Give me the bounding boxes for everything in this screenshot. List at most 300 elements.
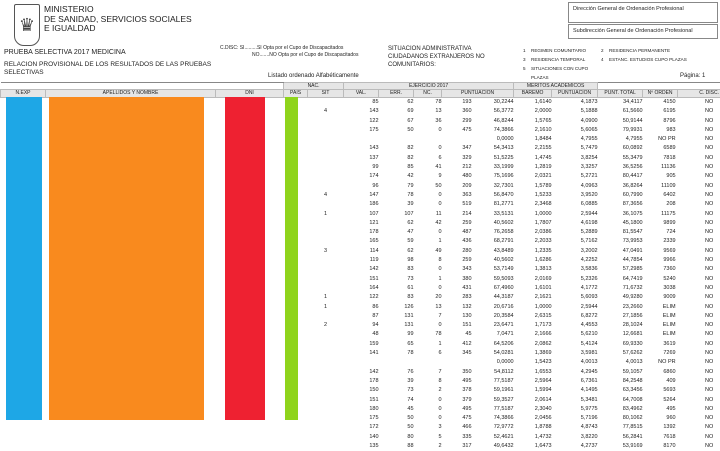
punt-total-cell: 61,5660 <box>598 107 643 116</box>
puntuacion-cell: 33,5131 <box>472 210 514 219</box>
baremo-cell: 1,7173 <box>514 321 552 330</box>
err-cell: 83 <box>379 293 414 302</box>
nc2-cell: 259 <box>442 219 472 228</box>
nc-cell: 49 <box>414 247 442 256</box>
puntuacion-cell: 59,3527 <box>472 396 514 405</box>
nc-cell: 7 <box>414 312 442 321</box>
val-cell: 140 <box>344 433 379 442</box>
sit-cell <box>308 228 344 237</box>
punt-total-cell: 27,1856 <box>598 312 643 321</box>
nc2-cell: 151 <box>442 321 472 330</box>
sit-cell: 3 <box>308 247 344 256</box>
col-punt-total: PUNT. TOTAL <box>598 90 643 98</box>
err-cell: 107 <box>379 210 414 219</box>
col-val: VAL. <box>344 90 379 98</box>
puntuacion-cell: 43,8489 <box>472 247 514 256</box>
c-disc-cell: NO <box>678 247 720 256</box>
val-cell: 142 <box>344 368 379 377</box>
c-disc-cell: NO <box>678 349 720 358</box>
puntuacion-meritos-cell: 2,5944 <box>552 210 598 219</box>
puntuacion-meritos-cell: 5,7162 <box>552 237 598 246</box>
val-cell: 85 <box>344 98 379 108</box>
col-nexp: N.EXP <box>1 90 46 98</box>
col-baremo: BAREMO <box>514 90 552 98</box>
puntuacion-meritos-cell: 3,2002 <box>552 247 598 256</box>
sit-cell: 1 <box>308 303 344 312</box>
n-orden-cell: 7360 <box>643 265 678 274</box>
n-orden-cell: 6860 <box>643 368 678 377</box>
n-orden-cell: 9966 <box>643 256 678 265</box>
nc2-cell: 495 <box>442 405 472 414</box>
puntuacion-cell: 59,1961 <box>472 386 514 395</box>
baremo-cell: 2,0321 <box>514 172 552 181</box>
punt-total-cell: 80,4417 <box>598 172 643 181</box>
puntuacion-cell: 81,2771 <box>472 200 514 209</box>
nc-cell <box>414 135 442 144</box>
puntuacion-meritos-cell: 4,1772 <box>552 284 598 293</box>
nc2-cell: 480 <box>442 172 472 181</box>
cdisc-no: NO.......NO Opta por el Cupo de Discapacitados <box>220 52 358 59</box>
puntuacion-meritos-cell: 5,7196 <box>552 414 598 423</box>
sit-cell <box>308 442 344 451</box>
err-cell: 78 <box>379 191 414 200</box>
baremo-cell: 1,6101 <box>514 284 552 293</box>
n-orden-cell: 11109 <box>643 182 678 191</box>
baremo-cell: 2,5964 <box>514 377 552 386</box>
baremo-cell: 1,8484 <box>514 135 552 144</box>
punt-total-cell: 12,6681 <box>598 330 643 339</box>
n-orden-cell: 495 <box>643 405 678 414</box>
c-disc-cell: NO <box>678 200 720 209</box>
nc2-cell: 412 <box>442 340 472 349</box>
baremo-cell: 2,6315 <box>514 312 552 321</box>
sit-cell <box>308 377 344 386</box>
puntuacion-meritos-cell: 5,1888 <box>552 107 598 116</box>
puntuacion-cell: 20,6716 <box>472 303 514 312</box>
c-disc-cell: NO <box>678 405 720 414</box>
c-disc-cell: NO <box>678 358 720 367</box>
c-disc-cell: NO <box>678 284 720 293</box>
baremo-cell: 1,6286 <box>514 256 552 265</box>
baremo-cell: 1,3869 <box>514 349 552 358</box>
n-orden-cell: 9899 <box>643 219 678 228</box>
nc2-cell: 317 <box>442 442 472 451</box>
nc2-cell: 299 <box>442 117 472 126</box>
n-orden-cell: ELIM <box>643 312 678 321</box>
punt-total-cell: 34,4117 <box>598 98 643 108</box>
n-orden-cell: NO PR <box>643 135 678 144</box>
nc-cell: 0 <box>414 405 442 414</box>
col-pais: PAIS <box>284 90 308 98</box>
n-orden-cell: 5264 <box>643 396 678 405</box>
val-cell: 119 <box>344 256 379 265</box>
nc2-cell: 280 <box>442 247 472 256</box>
nc2-cell: 209 <box>442 182 472 191</box>
n-orden-cell: 905 <box>643 172 678 181</box>
n-orden-cell: 8796 <box>643 117 678 126</box>
nc2-cell: 519 <box>442 200 472 209</box>
puntuacion-meritos-cell: 6,0885 <box>552 200 598 209</box>
nexp-cell <box>1 433 46 442</box>
ministry-line: E IGUALDAD <box>44 24 192 34</box>
nc2-cell: 283 <box>442 293 472 302</box>
n-orden-cell: 11175 <box>643 210 678 219</box>
pais-cell <box>284 442 308 451</box>
pais-redaction <box>285 97 298 420</box>
nc2-cell: 45 <box>442 330 472 339</box>
c-disc-cell: NO <box>678 144 720 153</box>
baremo-cell: 1,5765 <box>514 117 552 126</box>
punt-total-cell: 73,9953 <box>598 237 643 246</box>
val-cell: 159 <box>344 340 379 349</box>
subdirection-box: Subdirección General de Ordenación Profesional <box>568 24 718 39</box>
group-ejercicio: EJERCICIO 2017 <box>344 83 514 90</box>
punt-total-cell: 79,9931 <box>598 126 643 135</box>
sit-cell <box>308 349 344 358</box>
situation-title: SITUACION ADMINISTRATIVA CIUDADANOS EXTRANJEROS NO COMUNITARIOS: <box>388 45 508 69</box>
dni-cell <box>216 423 284 432</box>
c-disc-cell: NO <box>678 423 720 432</box>
punt-total-cell: 53,9169 <box>598 442 643 451</box>
puntuacion-meritos-cell: 5,7479 <box>552 144 598 153</box>
punt-total-cell: 36,8264 <box>598 182 643 191</box>
puntuacion-cell: 77,5187 <box>472 377 514 386</box>
n-orden-cell: 6589 <box>643 144 678 153</box>
nc-cell: 20 <box>414 293 442 302</box>
punt-total-cell: 57,2985 <box>598 265 643 274</box>
baremo-cell: 1,5789 <box>514 182 552 191</box>
nc-cell: 6 <box>414 349 442 358</box>
c-disc-cell: NO <box>678 433 720 442</box>
baremo-cell: 2,2155 <box>514 144 552 153</box>
situation-legend: 1 REGIMEN COMUNITARIO 2 RESIDENCIA PERMANENTE 3 RESIDENCIA TEMPORAL 4 ESTANC. ESTUDIOS CUPO PLAZAS 5 SITUACIONES CON CUPO PLAZAS <box>523 46 687 82</box>
sit-cell <box>308 172 344 181</box>
nc-cell: 6 <box>414 154 442 163</box>
n-orden-cell: ELIM <box>643 330 678 339</box>
puntuacion-meritos-cell: 3,3257 <box>552 163 598 172</box>
err-cell: 67 <box>379 117 414 126</box>
nc-cell: 11 <box>414 210 442 219</box>
baremo-cell: 1,4732 <box>514 433 552 442</box>
c-disc-cell: NO <box>678 293 720 302</box>
sit-cell: 2 <box>308 321 344 330</box>
err-cell: 74 <box>379 396 414 405</box>
nc-cell: 1 <box>414 275 442 284</box>
puntuacion-cell: 56,3772 <box>472 107 514 116</box>
val-cell: 96 <box>344 182 379 191</box>
c-disc-cell: NO <box>678 172 720 181</box>
nc2-cell: 379 <box>442 396 472 405</box>
puntuacion-cell: 74,3866 <box>472 126 514 135</box>
n-orden-cell: 5240 <box>643 275 678 284</box>
group-nac: NAC. <box>284 83 344 90</box>
puntuacion-meritos-cell: 4,1873 <box>552 98 598 108</box>
c-disc-cell: NO <box>678 210 720 219</box>
val-cell: 137 <box>344 154 379 163</box>
c-disc-cell: NO <box>678 330 720 339</box>
c-disc-cell: NO <box>678 154 720 163</box>
nc2-cell: 212 <box>442 163 472 172</box>
nc-cell: 0 <box>414 126 442 135</box>
nc-cell: 0 <box>414 144 442 153</box>
nc-cell: 0 <box>414 284 442 293</box>
baremo-cell: 2,2033 <box>514 237 552 246</box>
puntuacion-cell: 54,8112 <box>472 368 514 377</box>
c-disc-cell: NO <box>678 256 720 265</box>
sit-cell <box>308 98 344 108</box>
nc2-cell: 475 <box>442 414 472 423</box>
baremo-cell: 2,0000 <box>514 107 552 116</box>
err-cell: 85 <box>379 163 414 172</box>
nc-cell: 41 <box>414 163 442 172</box>
baremo-cell: 2,0169 <box>514 275 552 284</box>
val-cell: 143 <box>344 107 379 116</box>
table-row <box>1 423 720 432</box>
sit-cell <box>308 386 344 395</box>
nc-cell <box>414 358 442 367</box>
nc2-cell: 130 <box>442 312 472 321</box>
nc2-cell: 495 <box>442 377 472 386</box>
baremo-cell: 2,1610 <box>514 126 552 135</box>
puntuacion-cell: 54,3413 <box>472 144 514 153</box>
err-cell: 79 <box>379 182 414 191</box>
baremo-cell: 2,0862 <box>514 340 552 349</box>
puntuacion-cell: 64,5206 <box>472 340 514 349</box>
name-cell <box>46 442 216 451</box>
sit-cell: 1 <box>308 210 344 219</box>
val-cell: 165 <box>344 237 379 246</box>
nc-cell: 78 <box>414 98 442 108</box>
sit-cell <box>308 433 344 442</box>
puntuacion-cell: 75,1696 <box>472 172 514 181</box>
col-err: ERR. <box>379 90 414 98</box>
punt-total-cell: 36,1075 <box>598 210 643 219</box>
sit-cell <box>308 144 344 153</box>
val-cell: 86 <box>344 303 379 312</box>
baremo-cell: 2,1621 <box>514 293 552 302</box>
nc2-cell <box>442 135 472 144</box>
table-row <box>1 433 720 442</box>
sit-cell <box>308 330 344 339</box>
puntuacion-cell: 0,0000 <box>472 135 514 144</box>
n-orden-cell: 1392 <box>643 423 678 432</box>
punt-total-cell: 45,1800 <box>598 219 643 228</box>
c-disc-cell: NO <box>678 117 720 126</box>
punt-total-cell: 55,3479 <box>598 154 643 163</box>
nc-cell: 13 <box>414 107 442 116</box>
err-cell: 73 <box>379 386 414 395</box>
c-disc-cell: NO <box>678 107 720 116</box>
n-orden-cell: 6402 <box>643 191 678 200</box>
n-orden-cell: 2339 <box>643 237 678 246</box>
puntuacion-meritos-cell: 5,2889 <box>552 228 598 237</box>
puntuacion-cell: 40,5602 <box>472 256 514 265</box>
err-cell: 61 <box>379 284 414 293</box>
err-cell: 65 <box>379 340 414 349</box>
n-orden-cell: 7618 <box>643 433 678 442</box>
n-orden-cell: 6195 <box>643 107 678 116</box>
nc-cell: 3 <box>414 423 442 432</box>
puntuacion-meritos-cell: 5,6210 <box>552 330 598 339</box>
val-cell: 180 <box>344 405 379 414</box>
nc2-cell: 431 <box>442 284 472 293</box>
punt-total-cell: 83,4962 <box>598 405 643 414</box>
n-orden-cell: 983 <box>643 126 678 135</box>
nexp-redaction <box>6 97 42 420</box>
n-orden-cell: 9569 <box>643 247 678 256</box>
puntuacion-meritos-cell: 3,8254 <box>552 154 598 163</box>
c-disc-cell: NO <box>678 265 720 274</box>
puntuacion-cell: 44,3187 <box>472 293 514 302</box>
c-disc-cell: NO <box>678 312 720 321</box>
err-cell: 45 <box>379 405 414 414</box>
nc-cell: 2 <box>414 386 442 395</box>
val-cell: 178 <box>344 228 379 237</box>
sit-cell <box>308 200 344 209</box>
err-cell: 39 <box>379 377 414 386</box>
baremo-cell: 1,0000 <box>514 303 552 312</box>
nc2-cell: 329 <box>442 154 472 163</box>
sit-cell: 1 <box>308 293 344 302</box>
err-cell: 78 <box>379 349 414 358</box>
sit-cell <box>308 340 344 349</box>
col-nc: NC. <box>414 90 442 98</box>
baremo-cell: 1,5994 <box>514 386 552 395</box>
c-disc-cell: NO <box>678 414 720 423</box>
punt-total-cell: 44,7854 <box>598 256 643 265</box>
baremo-cell: 1,0000 <box>514 210 552 219</box>
sit-cell <box>308 182 344 191</box>
err-cell: 42 <box>379 172 414 181</box>
nc-cell: 7 <box>414 368 442 377</box>
c-disc-cell: NO <box>678 275 720 284</box>
err-cell: 80 <box>379 433 414 442</box>
ministry-line: DE SANIDAD, SERVICIOS SOCIALES <box>44 15 192 25</box>
sit-cell <box>308 414 344 423</box>
puntuacion-meritos-cell: 4,0963 <box>552 182 598 191</box>
puntuacion-cell: 68,2791 <box>472 237 514 246</box>
err-cell: 50 <box>379 126 414 135</box>
val-cell: 94 <box>344 321 379 330</box>
val-cell: 147 <box>344 191 379 200</box>
val-cell: 151 <box>344 275 379 284</box>
c-disc-cell: NO <box>678 191 720 200</box>
c-disc-cell: NO <box>678 321 720 330</box>
sit-cell <box>308 126 344 135</box>
puntuacion-meritos-cell: 4,6198 <box>552 219 598 228</box>
punt-total-cell: 60,0892 <box>598 144 643 153</box>
punt-total-cell: 56,2841 <box>598 433 643 442</box>
c-disc-cell: NO <box>678 182 720 191</box>
err-cell: 88 <box>379 442 414 451</box>
puntuacion-meritos-cell: 3,5981 <box>552 349 598 358</box>
punt-total-cell: 4,7955 <box>598 135 643 144</box>
nc-cell: 0 <box>414 191 442 200</box>
n-orden-cell: 960 <box>643 414 678 423</box>
n-orden-cell: 11136 <box>643 163 678 172</box>
nc-cell: 5 <box>414 433 442 442</box>
nc-cell: 8 <box>414 256 442 265</box>
val-cell: 151 <box>344 396 379 405</box>
nc2-cell: 360 <box>442 107 472 116</box>
val-cell: 178 <box>344 377 379 386</box>
puntuacion-cell: 54,0281 <box>472 349 514 358</box>
punt-total-cell: 59,1057 <box>598 368 643 377</box>
val-cell: 114 <box>344 247 379 256</box>
nc-cell: 2 <box>414 442 442 451</box>
val-cell: 135 <box>344 442 379 451</box>
c-disc-cell: NO <box>678 237 720 246</box>
puntuacion-cell: 59,5093 <box>472 275 514 284</box>
baremo-cell: 2,1666 <box>514 330 552 339</box>
puntuacion-cell: 23,6471 <box>472 321 514 330</box>
nc2-cell: 378 <box>442 386 472 395</box>
col-name: APELLIDOS Y NOMBRE <box>46 90 216 98</box>
sit-cell <box>308 358 344 367</box>
nc2-cell: 345 <box>442 349 472 358</box>
puntuacion-meritos-cell: 5,3481 <box>552 396 598 405</box>
puntuacion-meritos-cell: 4,2737 <box>552 442 598 451</box>
c-disc-cell: NO <box>678 386 720 395</box>
val-cell: 122 <box>344 293 379 302</box>
puntuacion-meritos-cell: 5,9775 <box>552 405 598 414</box>
puntuacion-meritos-cell: 5,2721 <box>552 172 598 181</box>
baremo-cell: 1,2335 <box>514 247 552 256</box>
n-orden-cell: 3619 <box>643 340 678 349</box>
err-cell: 47 <box>379 228 414 237</box>
punt-total-cell: 4,0013 <box>598 358 643 367</box>
c-disc-cell: NO <box>678 368 720 377</box>
baremo-cell: 2,3040 <box>514 405 552 414</box>
page-number: Página: 1 <box>680 73 705 79</box>
nc2-cell: 132 <box>442 303 472 312</box>
sit-cell <box>308 265 344 274</box>
puntuacion-meritos-cell: 5,6065 <box>552 126 598 135</box>
err-cell: 39 <box>379 200 414 209</box>
nc2-cell: 259 <box>442 256 472 265</box>
puntuacion-cell: 51,5225 <box>472 154 514 163</box>
val-cell: 122 <box>344 117 379 126</box>
err-cell: 73 <box>379 275 414 284</box>
nc-cell: 8 <box>414 377 442 386</box>
n-orden-cell: 7269 <box>643 349 678 358</box>
punt-total-cell: 63,3456 <box>598 386 643 395</box>
puntuacion-meritos-cell: 4,0900 <box>552 117 598 126</box>
baremo-cell: 1,3813 <box>514 265 552 274</box>
cdisc-si: C.DISC: SI.........SI Opta por el Cupo de Discapacitados <box>220 45 358 52</box>
punt-total-cell: 84,2548 <box>598 377 643 386</box>
n-orden-cell: 9009 <box>643 293 678 302</box>
n-orden-cell: ELIM <box>643 321 678 330</box>
punt-total-cell: 23,2660 <box>598 303 643 312</box>
err-cell: 76 <box>379 368 414 377</box>
val-cell: 99 <box>344 163 379 172</box>
nc-cell: 42 <box>414 219 442 228</box>
val-cell: 48 <box>344 330 379 339</box>
nc2-cell: 335 <box>442 433 472 442</box>
err-cell: 83 <box>379 265 414 274</box>
n-orden-cell: 208 <box>643 200 678 209</box>
puntuacion-cell: 0,0000 <box>472 358 514 367</box>
err-cell <box>379 135 414 144</box>
val-cell <box>344 135 379 144</box>
pais-cell <box>284 433 308 442</box>
baremo-cell: 1,2819 <box>514 163 552 172</box>
nc2-cell: 436 <box>442 237 472 246</box>
val-cell <box>344 358 379 367</box>
sit-cell <box>308 423 344 432</box>
sit-cell <box>308 396 344 405</box>
